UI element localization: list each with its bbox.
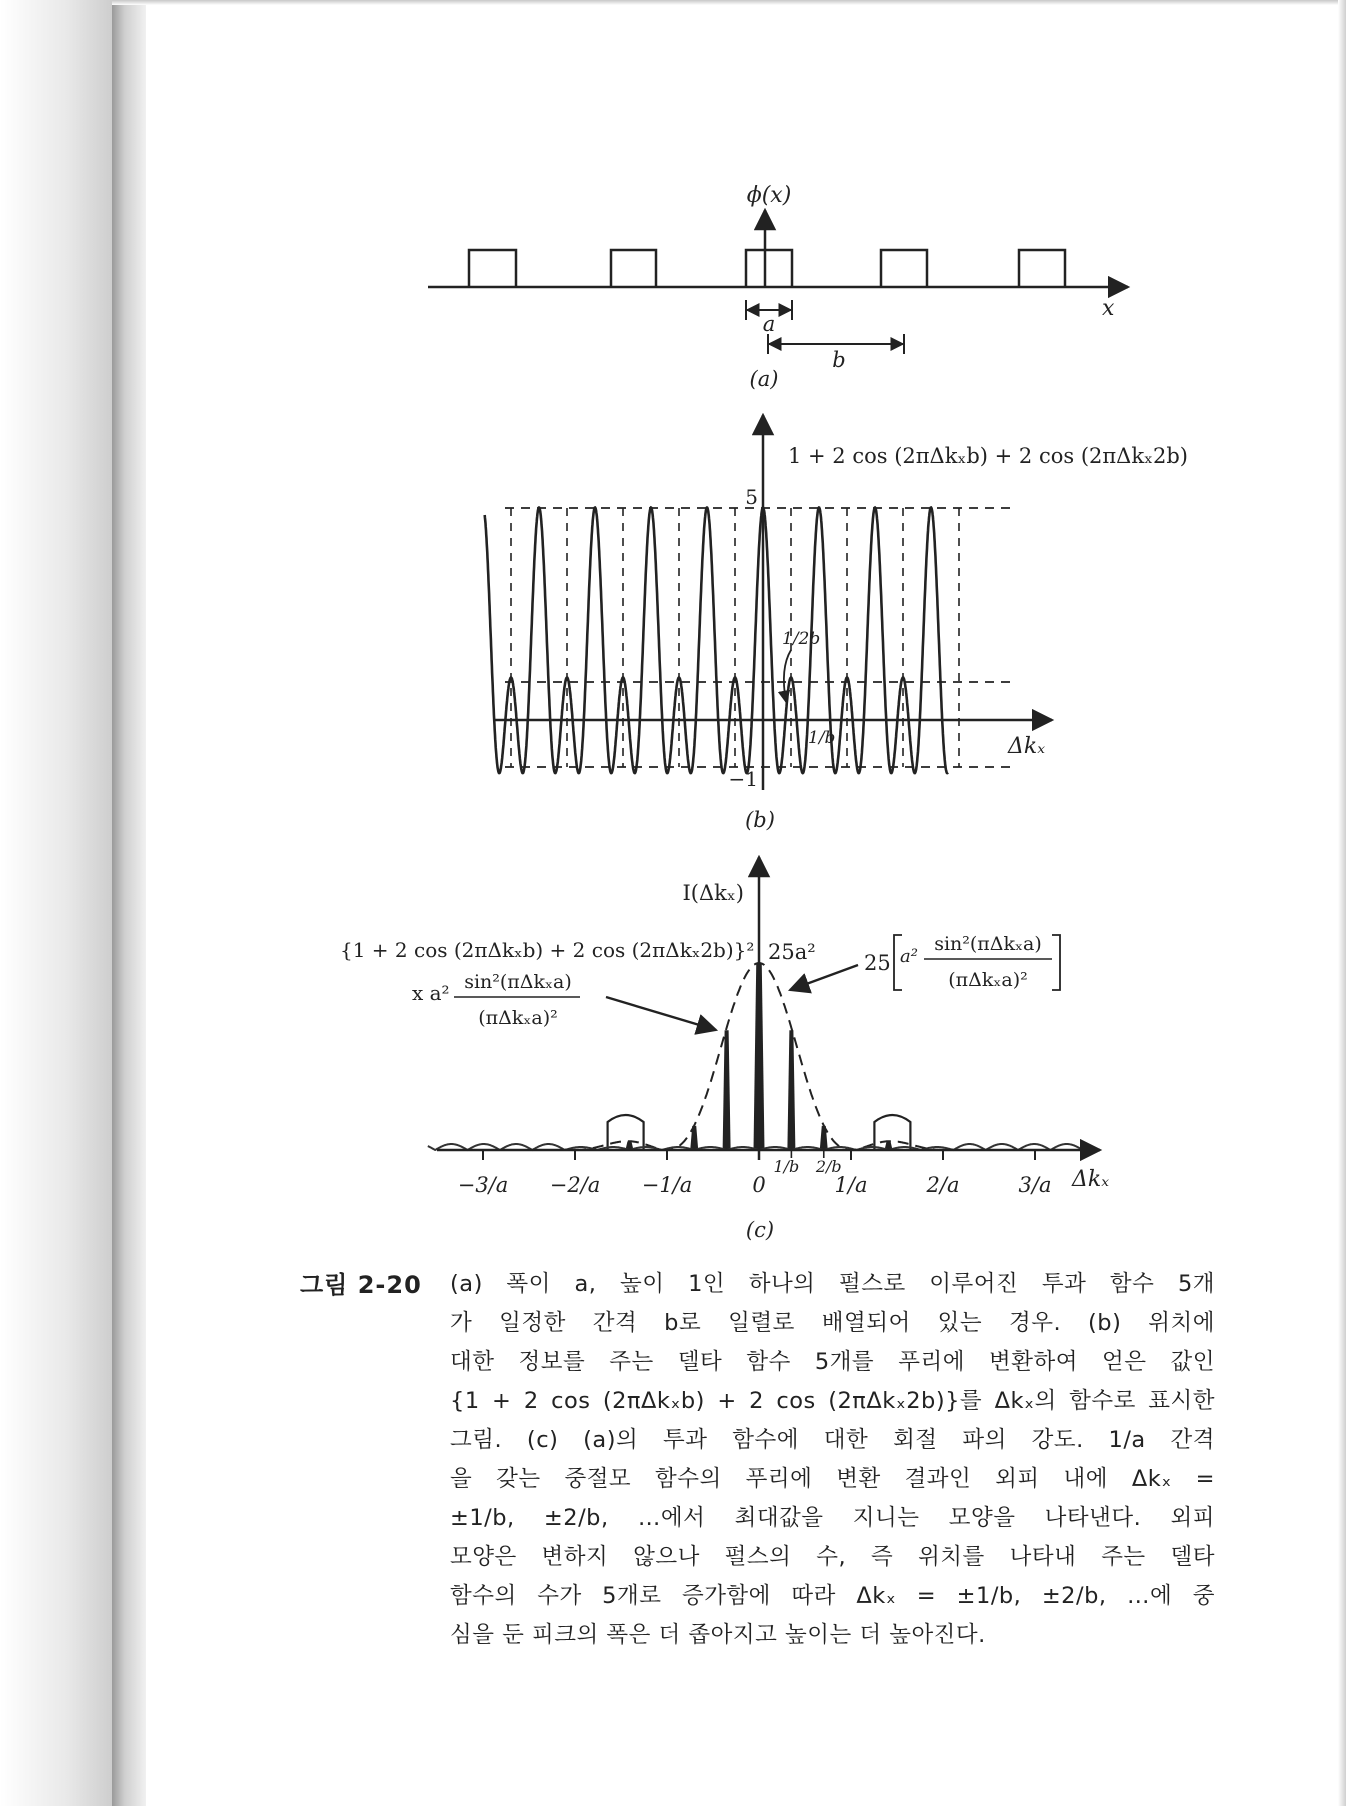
- caption-label: 그림 2-20: [300, 1271, 422, 1299]
- panel-c-minor-tick-label: 2/b: [815, 1157, 842, 1176]
- panel-c-x-label: Δkₓ: [1072, 1167, 1110, 1192]
- formula-right-a-squared: a²: [900, 946, 918, 967]
- formula-left-pointer: [606, 997, 716, 1030]
- caption-line: 그림. (c) (a)의 투과 함수에 대한 회절 파의 강도. 1/a 간격: [450, 1427, 1215, 1453]
- formula-right-bracket-right: [1052, 935, 1060, 990]
- formula-left-line1: {1 + 2 cos (2πΔkₓb) + 2 cos (2πΔkₓ2b)}²: [340, 938, 755, 962]
- pulse-2: [611, 250, 656, 287]
- formula-right-pointer: [790, 965, 858, 990]
- panel-a-caption: (a): [749, 367, 779, 391]
- panel-b-tick-max: 5: [745, 485, 758, 509]
- panel-b-caption: (b): [745, 808, 775, 832]
- formula-right-prefix: 25: [864, 951, 891, 975]
- caption-line: 모양은 변하지 않으나 펄스의 수, 즉 위치를 나타내 주는 델타: [450, 1544, 1215, 1570]
- panel-c-tick-label: −1/a: [641, 1173, 693, 1197]
- panel-b-curve-label: 1 + 2 cos (2πΔkₓb) + 2 cos (2πΔkₓ2b): [788, 444, 1188, 468]
- caption-line: ±1/b, ±2/b, …에서 최대값을 지니는 모양을 나타낸다. 외피: [450, 1505, 1215, 1531]
- formula-left-numerator: sin²(πΔkₓa): [464, 971, 572, 993]
- panel-c-minor-tick-label: 1/b: [773, 1157, 800, 1176]
- panel-a-y-label: ϕ(x): [746, 183, 792, 208]
- caption-line: {1 + 2 cos (2πΔkₓb) + 2 cos (2πΔkₓ2b)}를 Δkₓ의 함수로 표시한: [450, 1388, 1215, 1414]
- panel-c-tick-labels: [458, 1157, 1052, 1197]
- formula-right-denominator: (πΔkₓa)²: [948, 969, 1028, 991]
- panel-c-tick-label: −2/a: [549, 1173, 601, 1197]
- panel-c: [340, 857, 1109, 1242]
- panel-b-dashed-verticals: [511, 508, 959, 767]
- panel-c-peak-label: 25a²: [768, 940, 816, 964]
- formula-left-denominator: (πΔkₓa)²: [478, 1007, 558, 1029]
- panel-b-x-label: Δkₓ: [1008, 734, 1046, 759]
- caption-line: 심을 둔 피크의 폭은 더 좁아지고 높이는 더 높아진다.: [450, 1622, 986, 1648]
- panel-b-mark-b: 1/b: [808, 728, 836, 748]
- caption-line: 함수의 수가 5개로 증가함에 따라 Δkₓ = ±1/b, ±2/b, …에 중: [450, 1583, 1215, 1609]
- panel-c-side-lobe: [608, 1115, 644, 1150]
- panel-c-tick-label: 2/a: [926, 1173, 960, 1197]
- panel-c-ticks: [483, 1150, 1035, 1160]
- formula-left-prefix: x a²: [412, 981, 450, 1005]
- panel-a: [428, 183, 1128, 391]
- panel-b-interference-curve: [485, 508, 948, 774]
- formula-right-numerator: sin²(πΔkₓa): [934, 933, 1042, 955]
- caption-line: 가 일정한 간격 b로 일렬로 배열되어 있는 경우. (b) 위치에: [450, 1310, 1215, 1336]
- caption-line: (a) 폭이 a, 높이 1인 하나의 펄스로 이루어진 투과 함수 5개: [450, 1271, 1215, 1297]
- panel-c-peak: [723, 1030, 731, 1150]
- caption-body: [450, 1265, 1215, 1655]
- caption-line: 대한 정보를 주는 델타 함수 5개를 푸리에 변환하여 얻은 값인: [450, 1349, 1215, 1375]
- spacing-label: b: [832, 348, 846, 372]
- panel-c-tick-label: 3/a: [1018, 1173, 1052, 1197]
- panel-c-tick-label: 1/a: [834, 1173, 868, 1197]
- panel-b-tick-min: −1: [728, 767, 758, 791]
- panel-c-tick-label: −3/a: [457, 1173, 509, 1197]
- pulse-1: [469, 250, 516, 287]
- caption-line: 을 갖는 중절모 함수의 푸리에 변환 결과인 외피 내에 Δkₓ =: [450, 1466, 1215, 1492]
- panel-c-tick-label: 0: [752, 1173, 766, 1197]
- panel-a-x-label: x: [1102, 296, 1115, 321]
- panel-c-caption: (c): [745, 1218, 775, 1242]
- panel-b-mark-half-b: 1/2b: [782, 629, 821, 649]
- pulse-4: [881, 250, 927, 287]
- panel-b: [485, 415, 1188, 832]
- panel-c-side-lobe: [874, 1115, 910, 1150]
- panel-c-y-label: I(Δkₓ): [682, 881, 744, 905]
- panel-c-peak: [787, 1030, 795, 1150]
- width-label: a: [762, 312, 776, 336]
- pulse-5: [1019, 250, 1065, 287]
- pulse-3: [746, 250, 792, 287]
